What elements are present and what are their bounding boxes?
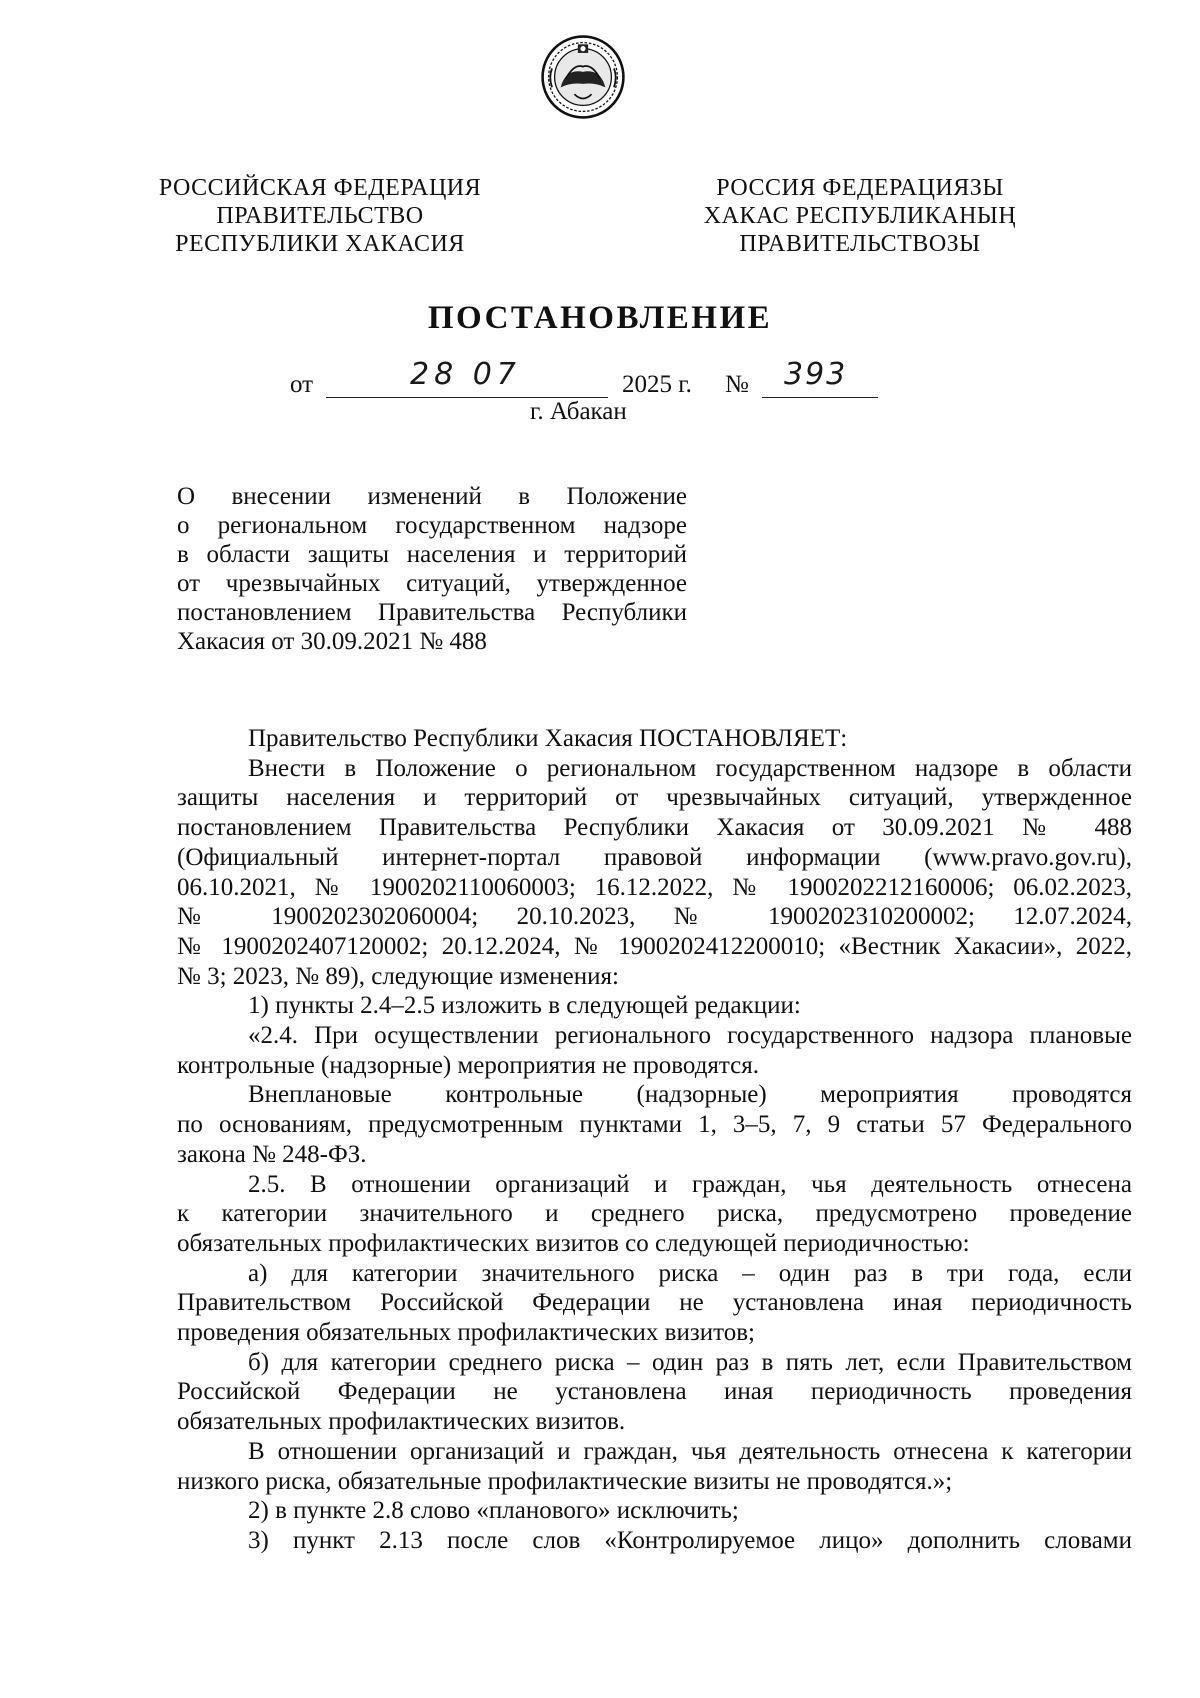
subject-line: о региональном государственном надзоре (177, 512, 687, 539)
date-number-line (0, 357, 1200, 403)
year-label: 2025 г. (622, 371, 692, 398)
body-line: а) для категории значительного риска – один раз в три года, если (248, 1259, 1132, 1287)
body-line: 1) пункты 2.4–2.5 изложить в следующей редакции: (248, 992, 801, 1020)
number-underline (762, 397, 878, 398)
document-title: ПОСТАНОВЛЕНИЕ (427, 300, 773, 336)
body-paragraph (177, 1170, 1132, 1259)
date-prefix: от (290, 371, 314, 398)
body-line: № 1900202302060004; 20.10.2023, № 1900202310200002; 12.07.2024, (177, 903, 1132, 931)
header-right-line: ПРАВИТЕЛЬСТВОЗЫ (739, 231, 981, 257)
document-body (177, 724, 1132, 1556)
body-line: Правительством Российской Федерации не установлена иная периодичность (177, 1289, 1132, 1317)
number-sign: № (725, 371, 749, 398)
body-line: к категории значительного и среднего риска, предусмотрено проведение (177, 1200, 1132, 1228)
subject-line: О внесении изменений в Положение (177, 483, 687, 510)
body-line: 2.5. В отношении организаций и граждан, чья деятельность отнесена (248, 1170, 1132, 1198)
body-line: б) для категории среднего риска – один раз в пять лет, если Правительством (248, 1348, 1132, 1376)
header-left-line: РЕСПУБЛИКИ ХАКАСИЯ (175, 231, 465, 257)
body-paragraph (177, 1259, 1132, 1348)
handwritten-number: 393 (784, 357, 848, 392)
body-line: (Официальный интернет-портал правовой информации (www.pravo.gov.ru), (177, 843, 1132, 871)
coat-of-arms-emblem-icon (540, 34, 626, 120)
body-line: «2.4. При осуществлении регионального государственного надзора плановые (248, 1022, 1132, 1050)
body-line: Внеплановые контрольные (надзорные) мероприятия проводятся (248, 1081, 1132, 1109)
subject-line: в области защиты населения и территорий (177, 541, 687, 568)
header-right-line: РОССИЯ ФЕДЕРАЦИЯЗЫ (716, 175, 1004, 201)
body-line: низкого риска, обязательные профилактические визиты не проводятся.»; (177, 1467, 953, 1495)
body-paragraph (177, 1526, 1132, 1556)
subject-line: постановлением Правительства Республики (177, 599, 687, 626)
body-line: по основаниям, предусмотренным пунктами 1, 3–5, 7, 9 статьи 57 Федерального (177, 1111, 1132, 1139)
body-line: Российской Федерации не установлена иная периодичность проведения (177, 1378, 1132, 1406)
city-label: г. Абакан (530, 398, 627, 425)
body-line: проведения обязательных профилактических визитов; (177, 1319, 755, 1347)
body-line: постановлением Правительства Республики Хакасия от 30.09.2021 № 488 (177, 814, 1132, 842)
body-line: 06.10.2021, № 1900202110060003; 16.12.2022, № 1900202212160006; 06.02.2023, (177, 873, 1132, 901)
body-paragraph (177, 754, 1132, 992)
header-right-block (650, 174, 1070, 258)
header-left-line: ПРАВИТЕЛЬСТВО (216, 203, 424, 229)
header-right-line: ХАКАС РЕСПУБЛИКАНЫҢ (703, 203, 1017, 229)
body-paragraph (177, 1021, 1132, 1080)
subject-line: от чрезвычайных ситуаций, утвержденное (177, 570, 687, 597)
body-line: контрольные (надзорные) мероприятия не проводятся. (177, 1051, 759, 1079)
body-line: защиты населения и территорий от чрезвычайных ситуаций, утвержденное (177, 784, 1132, 812)
body-line: обязательных профилактических визитов. (177, 1408, 626, 1436)
subject-line: Хакасия от 30.09.2021 № 488 (177, 628, 487, 655)
body-paragraph (177, 1437, 1132, 1496)
body-line: В отношении организаций и граждан, чья деятельность отнесена к категории (248, 1437, 1132, 1465)
body-paragraph (177, 1348, 1132, 1437)
body-line: обязательных профилактических визитов со следующей периодичностью: (177, 1229, 970, 1257)
header-left-line: РОССИЙСКАЯ ФЕДЕРАЦИЯ (158, 175, 482, 201)
document-subject (177, 482, 687, 656)
handwritten-date: 28 07 (410, 357, 521, 392)
body-line: № 3; 2023, № 89), следующие изменения: (177, 962, 619, 990)
body-paragraph (177, 1080, 1132, 1169)
body-line: 2) в пункте 2.8 слово «планового» исключить; (248, 1497, 739, 1525)
body-paragraph (177, 1496, 1132, 1526)
body-paragraph (177, 991, 1132, 1021)
body-line: закона № 248-ФЗ. (177, 1140, 367, 1168)
header-left-block (110, 174, 530, 258)
body-line: № 1900202407120002; 20.12.2024, № 1900202412200010; «Вестник Хакасии», 2022, (177, 932, 1132, 960)
body-line: Внести в Положение о региональном государственном надзоре в области (248, 754, 1132, 782)
body-paragraph (177, 724, 1132, 754)
body-line: 3) пункт 2.13 после слов «Контролируемое лицо» дополнить словами (248, 1526, 1132, 1554)
body-line: Правительство Республики Хакасия ПОСТАНОВЛЯЕТ: (248, 725, 848, 752)
